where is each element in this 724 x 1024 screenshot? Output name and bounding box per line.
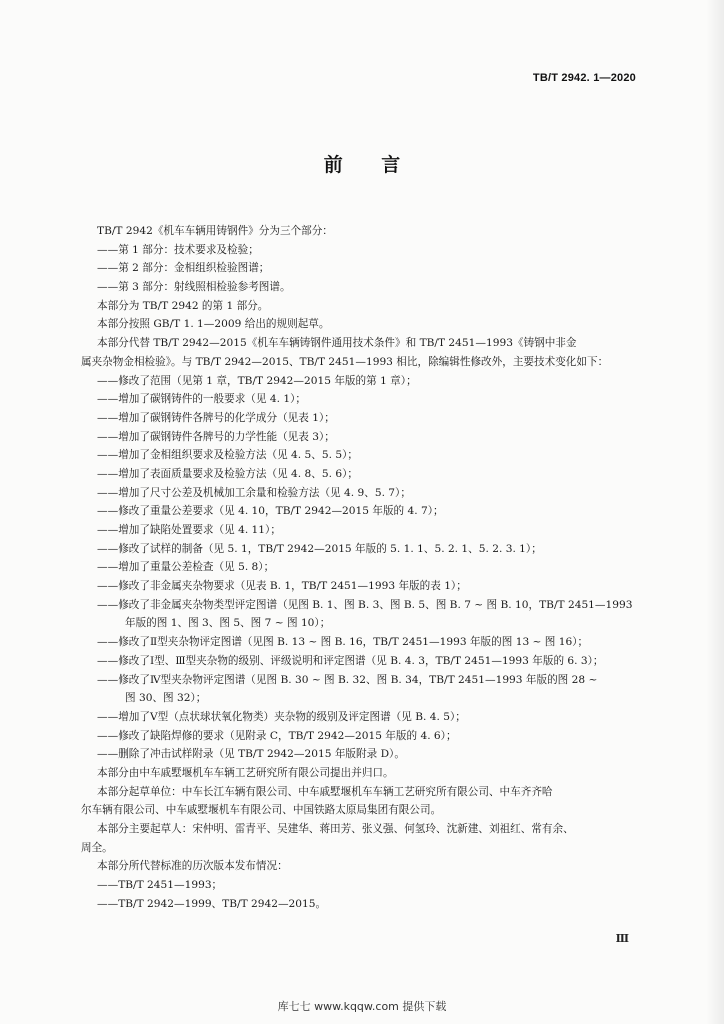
text-line: 本部分由中车戚墅堰机车车辆工艺研究所有限公司提出并归口。 bbox=[97, 766, 394, 779]
page-number: Ⅲ bbox=[615, 932, 629, 945]
foreword-body bbox=[81, 222, 645, 913]
text-line: 本部分为 TB/T 2942 的第 1 部分。 bbox=[97, 299, 269, 312]
download-footer: 库七七 www.kqqw.com 提供下载 bbox=[277, 1000, 447, 1013]
text-line: ——修改了Ⅰ型、Ⅲ型夹杂物的级别、评级说明和评定图谱（见 B. 4. 3，TB/T 2451—1993 年版的 6. 3）； bbox=[97, 654, 604, 667]
text-line: ——增加了碳钢铸件各牌号的化学成分（见表 1）； bbox=[97, 411, 335, 424]
text-line: ——第 2 部分：金相组织检验图谱； bbox=[97, 262, 270, 275]
text-line: 尔车辆有限公司、中车戚墅堰机车有限公司、中国铁路太原局集团有限公司。 bbox=[81, 804, 442, 817]
text-line: 周全。 bbox=[81, 841, 113, 854]
text-line: 本部分按照 GB/T 1. 1—2009 给出的规则起草。 bbox=[97, 318, 330, 331]
text-line: ——修改了重量公差要求（见 4. 10，TB/T 2942—2015 年版的 4. 7）； bbox=[97, 505, 444, 518]
text-line: 本部分主要起草人：宋仲明、雷青平、吴建华、蒋田芳、张义强、何氢玲、沈新建、刘祖红、常有余、 bbox=[97, 823, 574, 835]
text-line: ——修改了范围（见第 1 章，TB/T 2942—2015 年版的第 1 章）； bbox=[97, 374, 417, 387]
text-line: ——删除了冲击试样附录（见 TB/T 2942—2015 年版附录 D）。 bbox=[97, 748, 405, 761]
text-line: ——第 1 部分：技术要求及检验； bbox=[97, 243, 259, 256]
text-line: 本部分所代替标准的历次版本发布情况： bbox=[97, 860, 288, 873]
text-line: ——修改了Ⅱ型夹杂物评定图谱（见图 B. 13 ~ 图 B. 16，TB/T 2451—1993 年版的图 13 ~ 图 16）； bbox=[97, 636, 589, 649]
text-line: ——修改了非金属夹杂物类型评定图谱（见图 B. 1、图 B. 3、图 B. 5、图 B. 7 ~ 图 B. 10，TB/T 2451—1993 bbox=[97, 598, 633, 611]
text-line: TB/T 2942《机车车辆用铸钢件》分为三个部分： bbox=[97, 225, 333, 237]
text-line: ——增加了缺陷处置要求（见 4. 11）； bbox=[97, 524, 281, 536]
text-line: ——增加了金相组织要求及检验方法（见 4. 5、5. 5）； bbox=[97, 449, 358, 462]
page-title: 前 言 bbox=[323, 154, 417, 176]
text-line: ——TB/T 2451—1993； bbox=[97, 879, 223, 892]
text-line: ——TB/T 2942—1999、TB/T 2942—2015。 bbox=[97, 897, 327, 910]
text-line: ——修改了非金属夹杂物要求（见表 B. 1，TB/T 2451—1993 年版的表 1）； bbox=[97, 580, 467, 593]
standard-code-header: TB/T 2942. 1—2020 bbox=[532, 72, 636, 84]
text-line: ——增加了碳钢铸件的一般要求（见 4. 1）； bbox=[97, 393, 306, 406]
text-line: 年版的图 1、图 3、图 5、图 7 ~ 图 10）； bbox=[125, 617, 331, 630]
text-line: ——修改了缺陷焊修的要求（见附录 C，TB/T 2942—2015 年版的 4. 6）； bbox=[97, 729, 457, 742]
text-line: ——第 3 部分：射线照相检验参考图谱。 bbox=[97, 281, 291, 294]
text-line: ——修改了Ⅳ型夹杂物评定图谱（见图 B. 30 ~ 图 B. 32、图 B. 34，TB/T 2451—1993 年版的图 28 ~ bbox=[97, 673, 598, 686]
text-line: ——增加了表面质量要求及检验方法（见 4. 8、5. 6）； bbox=[97, 467, 358, 480]
text-line: ——增加了Ⅴ型（点状球状氧化物类）夹杂物的级别及评定图谱（见 B. 4. 5）； bbox=[97, 710, 466, 723]
text-line: 图 30、图 32）； bbox=[125, 692, 207, 705]
text-line: ——增加了尺寸公差及机械加工余量和检验方法（见 4. 9、5. 7）； bbox=[97, 486, 411, 499]
text-line: 本部分代替 TB/T 2942—2015《机车车辆铸钢件通用技术条件》和 TB/T 2451—1993《铸钢中非金 bbox=[97, 337, 577, 350]
text-line: ——修改了试样的制备（见 5. 1，TB/T 2942—2015 年版的 5. 1. 1、5. 2. 1、5. 2. 3. 1）； bbox=[97, 542, 542, 555]
text-line: 属夹杂物金相检验》。与 TB/T 2942—2015、TB/T 2451—1993 相比，除编辑性修改外，主要技术变化如下： bbox=[81, 355, 609, 368]
text-line: ——增加了碳钢铸件各牌号的力学性能（见表 3）； bbox=[97, 430, 335, 443]
text-line: 本部分起草单位：中车长江车辆有限公司、中车戚墅堰机车车辆工艺研究所有限公司、中车齐齐哈 bbox=[97, 785, 553, 798]
text-line: ——增加了重量公差检查（见 5. 8）； bbox=[97, 561, 275, 574]
